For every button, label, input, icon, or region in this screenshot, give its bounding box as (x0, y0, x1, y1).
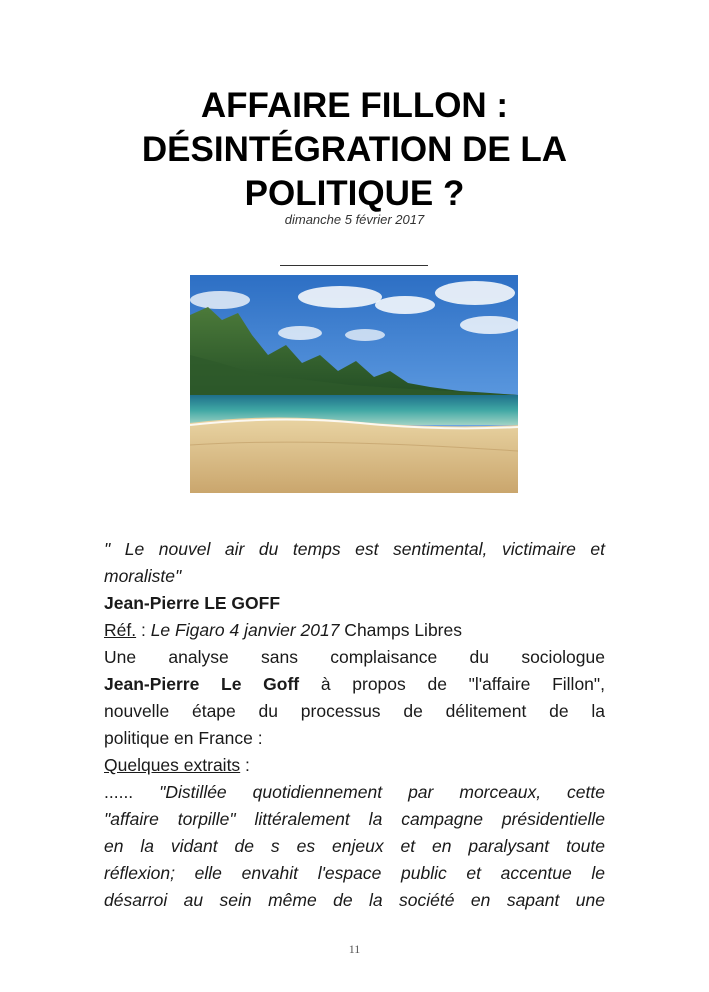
intro-line-4: politique en France : (104, 728, 263, 748)
extract-line-3: en la vidant de s es enjeux et en paralysant toute (104, 836, 605, 856)
quote-line-2: moraliste" (104, 566, 182, 586)
beach-photo (190, 275, 518, 493)
separator-rule (280, 265, 428, 266)
article-body (104, 536, 605, 914)
author-name: Jean-Pierre LE GOFF (104, 593, 281, 613)
extract-line-5: désarroi au sein même de la société en sapant une (104, 890, 605, 910)
extract-line-2: "affaire torpille" littéralement la campagne présidentielle (104, 809, 605, 829)
article-title (60, 84, 649, 216)
title-line-3: POLITIQUE ? (244, 174, 465, 213)
intro-line-1: Une analyse sans complaisance du sociologue (104, 647, 605, 667)
intro-line-2: Jean-Pierre Le Goff à propos de "l'affaire Fillon", (104, 674, 605, 694)
reference-label: Réf. (104, 620, 137, 640)
title-line-2: DÉSINTÉGRATION DE LA (141, 130, 568, 169)
intro-line-3: nouvelle étape du processus de délitement de la (104, 701, 605, 721)
extract-line-1: ...... "Distillée quotidiennement par morceaux, cette (104, 782, 605, 802)
extract-line-4: réflexion; elle envahit l'espace public et accentue le (104, 863, 605, 883)
reference-source: Le Figaro 4 janvier 2017 (150, 620, 340, 640)
publication-date: dimanche 5 février 2017 (284, 212, 425, 227)
extracts-heading: Quelques extraits : (104, 755, 250, 775)
title-line-1: AFFAIRE FILLON : (200, 86, 509, 125)
reference-line: Réf. : Le Figaro 4 janvier 2017 Champs Libres (104, 620, 462, 640)
quote-line-1: " Le nouvel air du temps est sentimental, victimaire et (104, 539, 605, 559)
page-number: 11 (348, 942, 361, 956)
